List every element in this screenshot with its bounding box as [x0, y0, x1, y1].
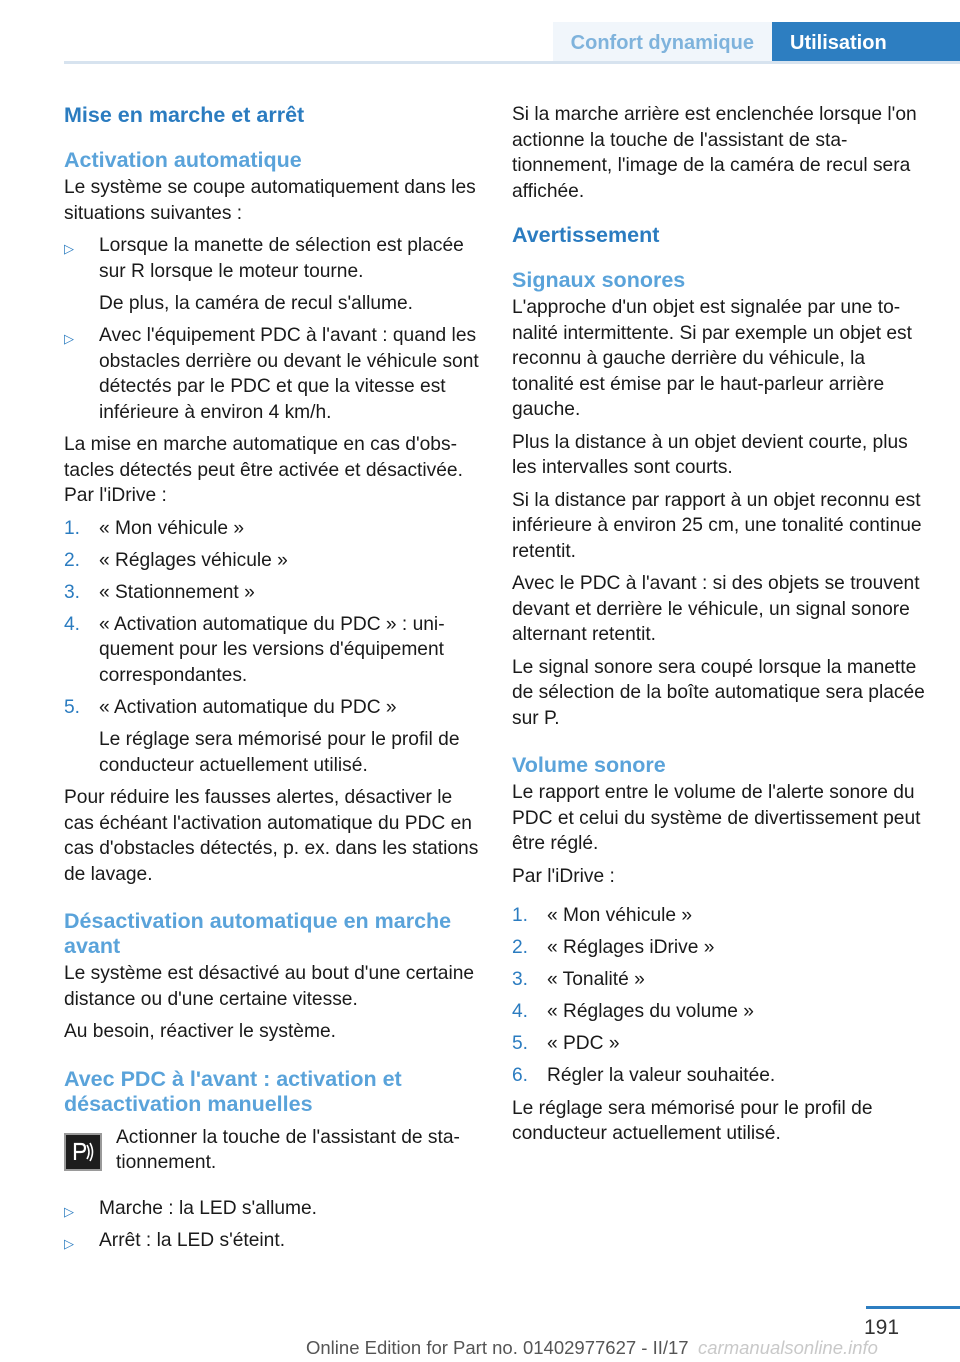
- paragraph: Plus la distance à un objet devient courte, plus les intervalles sont courts.: [512, 431, 908, 478]
- list-item: [64, 1196, 482, 1222]
- heading-start-stop: Mise en marche et arrêt: [64, 103, 305, 127]
- step-number: 5.: [512, 1033, 529, 1054]
- numbered-list: [64, 516, 482, 779]
- list-item: [64, 580, 482, 606]
- step-text: « Réglages iDrive »: [547, 937, 715, 958]
- header-rule: [64, 61, 960, 64]
- step-text: « Activation automatique du PDC » : uniquement pour les versions d'équipement correspondantes.: [99, 613, 445, 686]
- left-column: [64, 102, 482, 1260]
- heading-auto-activation: Activation automatique: [64, 148, 302, 172]
- list-item: [64, 516, 482, 542]
- step-number: 4.: [512, 1001, 529, 1022]
- bullet-list: [64, 233, 482, 425]
- list-item-subtext: De plus, la caméra de recul s'allume.: [99, 293, 413, 314]
- paragraph: Si la marche arrière est enclenchée lorsque l'on actionne la touche de l'assistant de stationnement, l'image de la caméra de recul sera affichée.: [512, 104, 917, 202]
- list-item: [64, 612, 482, 689]
- list-item: [64, 548, 482, 574]
- paragraph: Le signal sonore sera coupé lorsque la manette de sélection de la boîte automatique sera placée sur P.: [512, 656, 925, 729]
- step-text: « Tonalité »: [547, 969, 645, 990]
- step-number: 1.: [512, 905, 529, 926]
- triangle-bullet-icon: ▷: [64, 1235, 74, 1251]
- paragraph: Avec le PDC à l'avant : si des objets se trouvent devant et derrière le véhicule, un signal sonore alternant retentit.: [512, 573, 920, 645]
- step-number: 2.: [512, 937, 529, 958]
- bullet-list: [64, 1196, 482, 1254]
- step-number: 1.: [64, 517, 81, 539]
- step-text: « PDC »: [547, 1033, 620, 1054]
- list-item-text: Lorsque la manette de sélection est placée sur R lorsque le moteur tourne.: [99, 235, 464, 282]
- paragraph: Pour réduire les fausses alertes, désactiver le cas échéant l'activation automatique du PDC en cas d'obstacles détectés, p. ex. dans les stations de lavage.: [64, 787, 479, 885]
- step-text: « Réglages du volume »: [547, 1001, 754, 1022]
- list-item: [512, 903, 926, 929]
- list-item: [512, 935, 926, 961]
- park-assist-icon: [64, 1133, 102, 1171]
- right-column: [512, 102, 926, 1154]
- step-number: 4.: [64, 613, 81, 635]
- paragraph: Au besoin, réactiver le système.: [64, 1021, 336, 1042]
- step-text: Régler la valeur souhaitée.: [547, 1065, 776, 1086]
- page-number: 191: [864, 1316, 900, 1339]
- paragraph: Le système se coupe automatiquement dans les situations suivantes :: [64, 177, 476, 224]
- section-tab[interactable]: Confort dynamique: [553, 22, 772, 62]
- paragraph: L'approche d'un objet est signalée par une tonalité intermittente. Si par exemple un objet est reconnu à gauche derrière du véhicule, la tonalité est émise par le haut-parleur arrière gauche.: [512, 297, 912, 420]
- paragraph: Le réglage sera mémorisé pour le profil de conducteur actuellement utilisé.: [512, 1097, 873, 1144]
- paragraph: La mise en marche automatique en cas d'obstacles détectés peut être activée et désactivée. Par l'iDrive :: [64, 434, 463, 506]
- icon-instruction: [64, 1125, 482, 1176]
- heading-manual-activation: Avec PDC à l'avant : activation et désactivation manuelles: [64, 1066, 402, 1116]
- step-text: « Activation automatique du PDC »: [99, 696, 397, 718]
- step-number: 6.: [512, 1065, 529, 1086]
- list-item: [64, 233, 482, 317]
- paragraph: Si la distance par rapport à un objet reconnu est inférieure à environ 25 cm, une tonalité continue retentit.: [512, 489, 922, 562]
- heading-warning: Avertissement: [512, 223, 660, 247]
- footer-rule: [866, 1306, 960, 1309]
- numbered-list: [512, 903, 926, 1089]
- step-number: 2.: [64, 549, 81, 571]
- paragraph: Le système est désactivé au bout d'une certaine distance ou d'une certaine vitesse.: [64, 963, 475, 1010]
- list-item-text: Arrêt : la LED s'éteint.: [99, 1229, 286, 1251]
- header-tabs: [553, 22, 960, 62]
- paragraph: Le rapport entre le volume de l'alerte sonore du PDC et celui du système de divertissement peut être réglé.: [512, 782, 921, 854]
- step-text: « Mon véhicule »: [547, 905, 693, 926]
- list-item: [64, 1228, 482, 1254]
- list-item-text: Avec l'équipement PDC à l'avant : quand les obstacles derrière ou devant le véhicule sont détectés par le PDC et que la vitesse est inférieure à environ 4 km/h.: [99, 325, 479, 423]
- heading-auto-deactivation: Désactivation automatique en marche avant: [64, 909, 452, 958]
- chapter-tab[interactable]: Utilisation: [772, 22, 960, 62]
- heading-volume: Volume sonore: [512, 753, 666, 777]
- list-item: [64, 695, 482, 779]
- step-number: 3.: [512, 969, 529, 990]
- icon-instruction-text: Actionner la touche de l'assistant de stationnement.: [116, 1126, 460, 1173]
- step-text: « Stationnement »: [99, 581, 255, 603]
- list-item: [512, 1063, 926, 1089]
- heading-sound-signals: Signaux sonores: [512, 268, 686, 292]
- triangle-bullet-icon: ▷: [64, 241, 74, 256]
- list-item: [64, 323, 482, 425]
- list-item-text: Marche : la LED s'allume.: [99, 1197, 318, 1219]
- step-number: 3.: [64, 581, 81, 603]
- step-subtext: Le réglage sera mémorisé pour le profil de conducteur actuellement utilisé.: [99, 729, 460, 776]
- edition-footer: Online Edition for Part no. 01402977627 - II/17: [306, 1337, 689, 1358]
- triangle-bullet-icon: ▷: [64, 331, 74, 346]
- step-text: « Réglages véhicule »: [99, 549, 288, 571]
- list-item: [512, 1031, 926, 1057]
- step-number: 5.: [64, 696, 81, 718]
- step-text: « Mon véhicule »: [99, 517, 245, 539]
- paragraph: Par l'iDrive :: [512, 865, 615, 887]
- watermark: carmanualsonline.info: [698, 1337, 878, 1358]
- list-item: [512, 999, 926, 1025]
- triangle-bullet-icon: ▷: [64, 1203, 74, 1219]
- list-item: [512, 967, 926, 993]
